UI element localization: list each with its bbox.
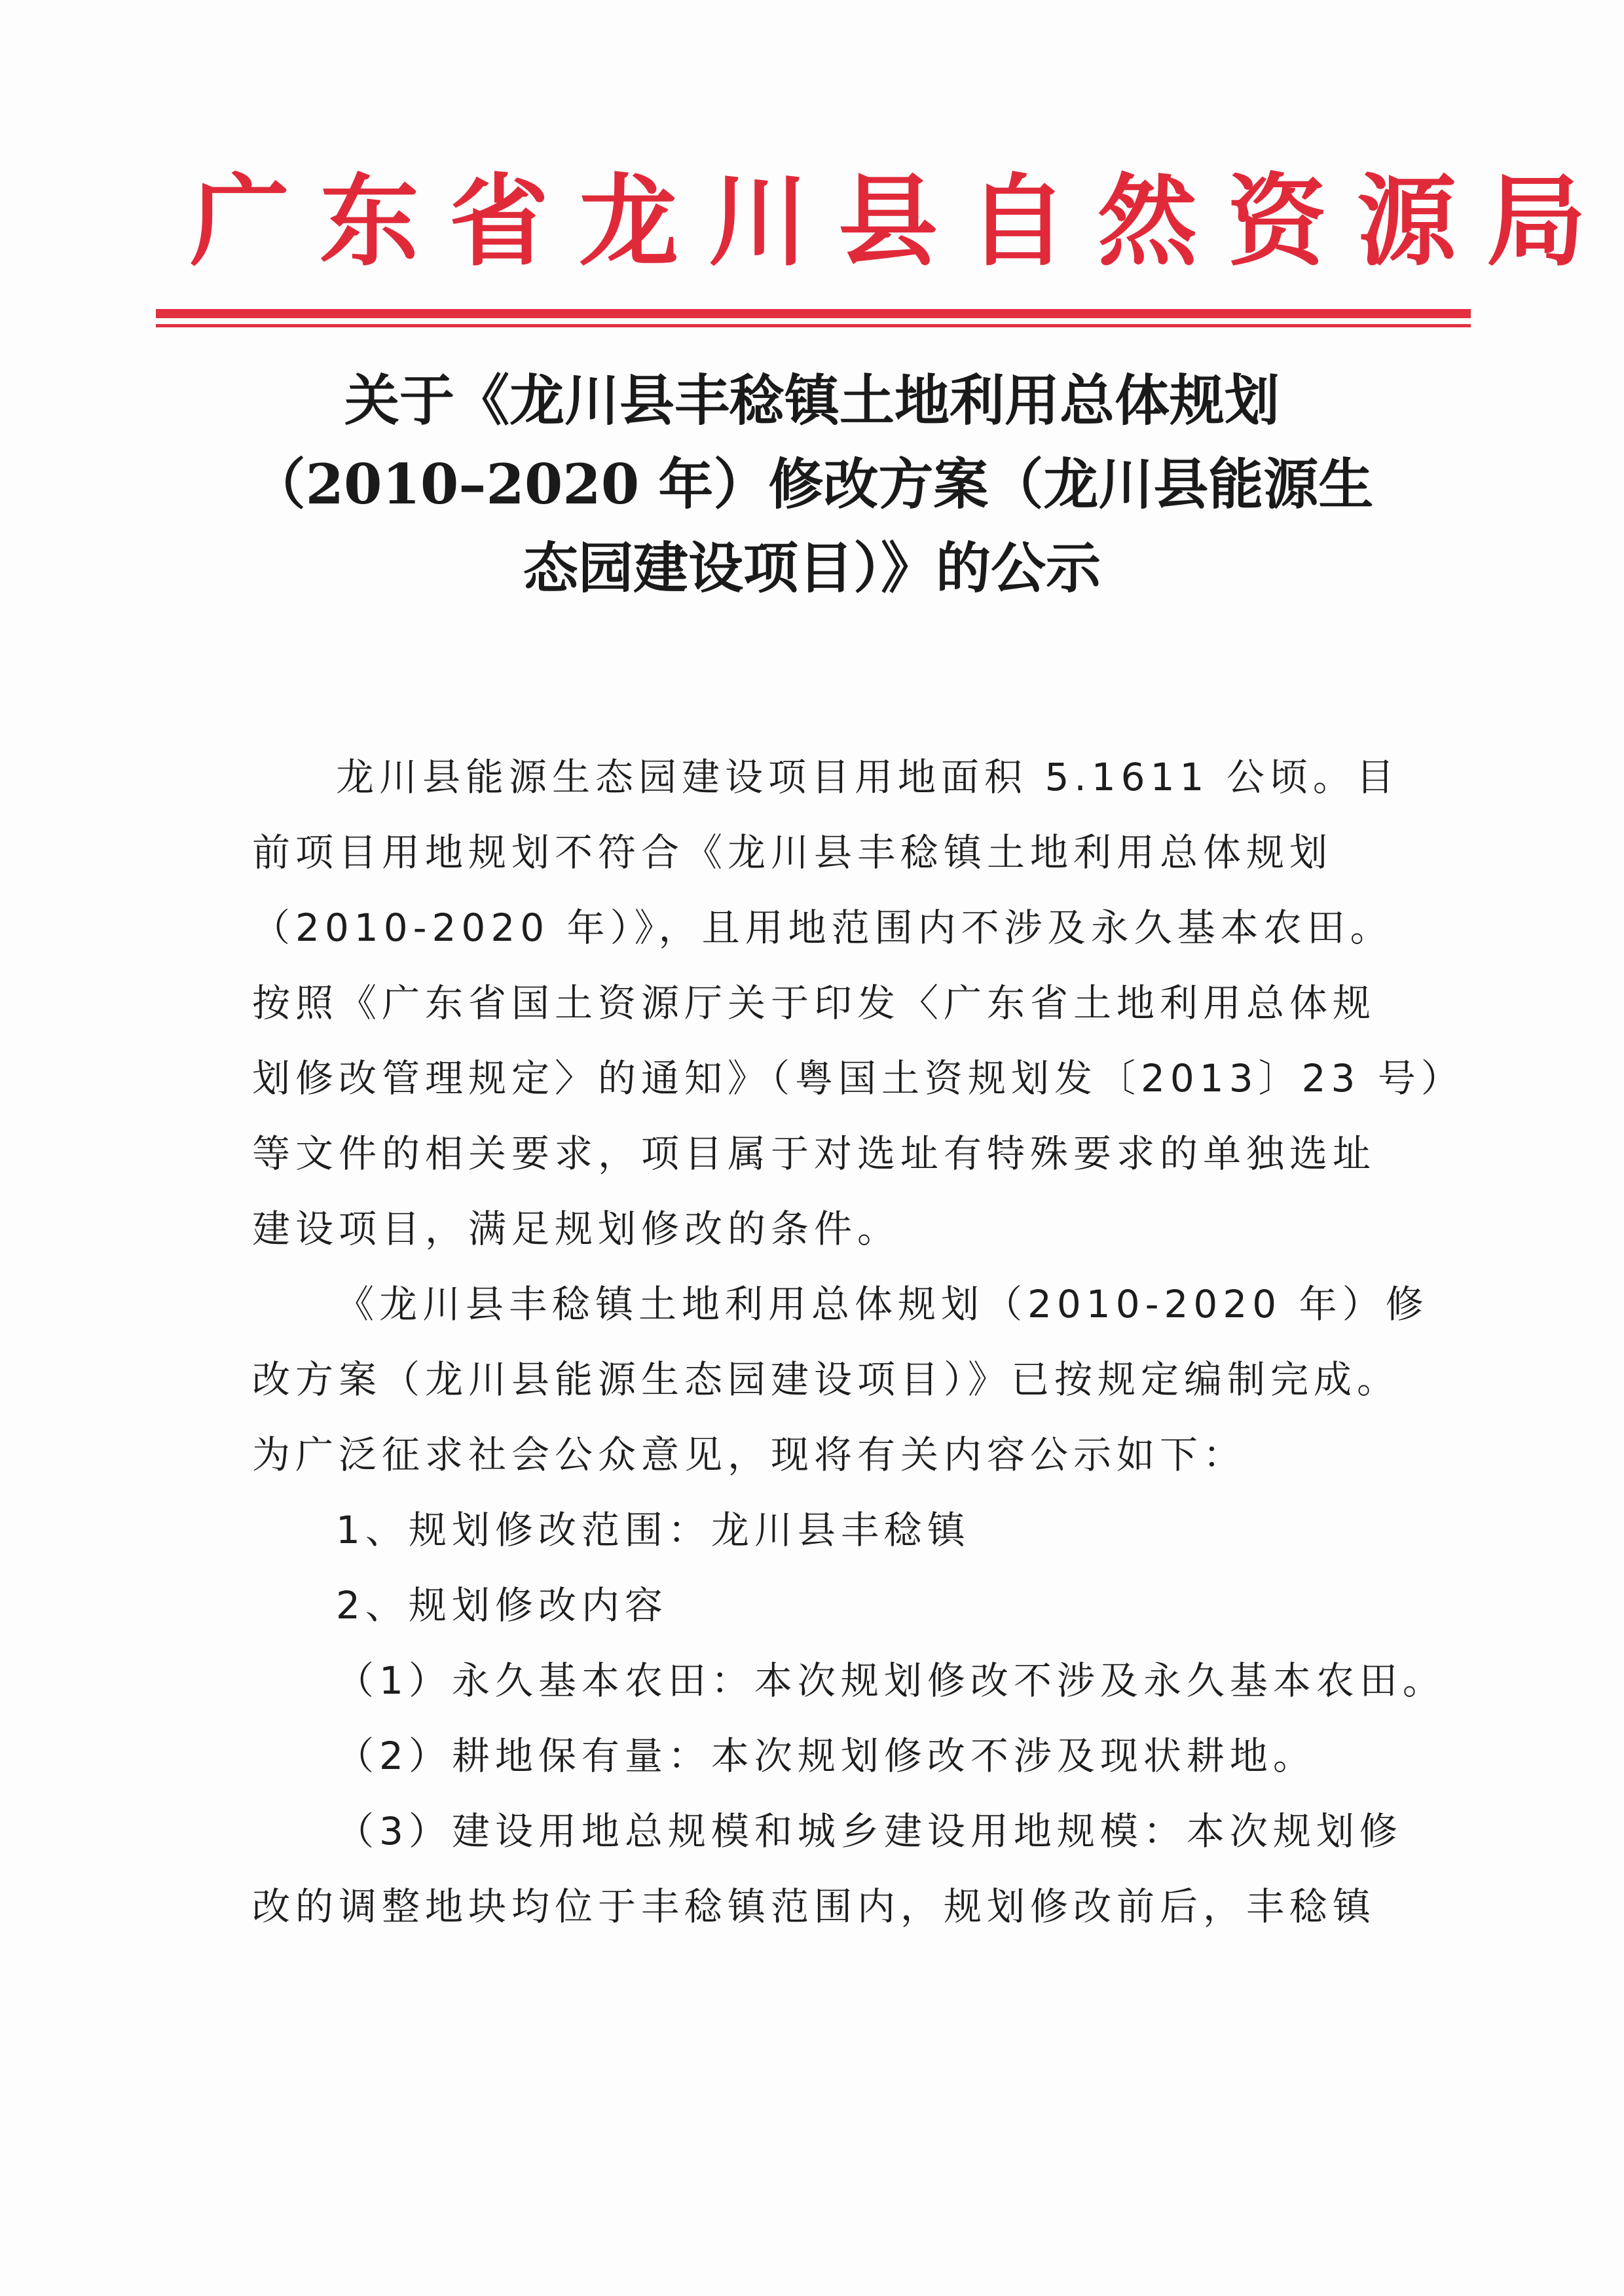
list-item-scope: 1、规划修改范围：龙川县丰稔镇 (336, 1508, 970, 1552)
body-line: 划修改管理规定〉的通知》（粤国土资规划发〔2013〕23 号） (252, 1056, 1464, 1101)
body-line: 改的调整地块均位于丰稔镇范围内，规划修改前后，丰稔镇 (252, 1884, 1376, 1929)
body-line: 按照《广东省国土资源厅关于印发〈广东省土地利用总体规 (252, 981, 1376, 1025)
body-line: 龙川县能源生态园建设项目用地面积 5.1611 公顷。目 (336, 755, 1399, 799)
list-subitem-construction-land: （3）建设用地总规模和城乡建设用地规模：本次规划修 (336, 1809, 1403, 1853)
body-line: 改方案（龙川县能源生态园建设项目）》已按规定编制完成。 (252, 1357, 1401, 1402)
letterhead-red-rule-thick (156, 309, 1471, 318)
letterhead-red-rule-thin (156, 324, 1471, 327)
list-subitem-arable-land: （2）耕地保有量：本次规划修改不涉及现状耕地。 (336, 1734, 1316, 1778)
title-line: 态园建设项目）》的公示 (523, 536, 1101, 600)
body-line: （2010-2020 年）》，且用地范围内不涉及永久基本农田。 (252, 905, 1393, 950)
document-body (252, 740, 1464, 1944)
list-subitem-farmland: （1）永久基本农田：本次规划修改不涉及永久基本农田。 (336, 1658, 1446, 1703)
title-line: （2010–2020 年）修改方案（龙川县能源生 (250, 452, 1374, 517)
body-line: 前项目用地规划不符合《龙川县丰稔镇土地利用总体规划 (252, 830, 1333, 875)
body-line: 《龙川县丰稔镇土地利用总体规划（2010-2020 年）修 (336, 1282, 1429, 1326)
letterhead-agency-name: 广东省龙川县自然资源局 (190, 162, 1616, 280)
body-line: 建设项目，满足规划修改的条件。 (252, 1207, 901, 1251)
list-item-content: 2、规划修改内容 (336, 1583, 668, 1628)
document-title (196, 359, 1428, 610)
body-line: 为广泛征求社会公众意见，现将有关内容公示如下： (252, 1432, 1247, 1477)
body-line: 等文件的相关要求，项目属于对选址有特殊要求的单独选址 (252, 1131, 1376, 1176)
title-line: 关于《龙川县丰稔镇土地利用总体规划 (344, 368, 1280, 433)
